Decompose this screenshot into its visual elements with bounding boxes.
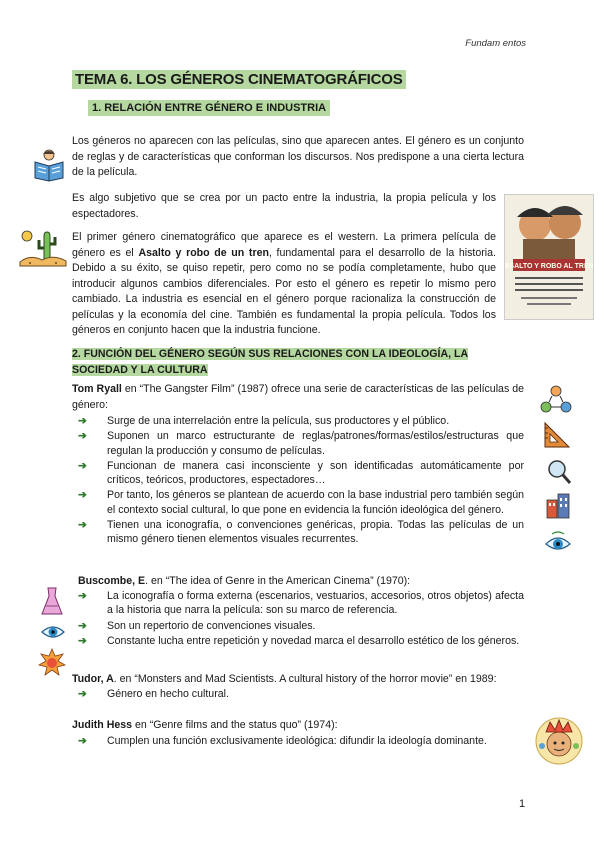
film-title-bold: Asalto y robo de un tren [138,246,269,259]
arrow-icon: ➔ [78,430,87,443]
desert-cactus-icon [18,228,68,273]
list-item: ➔ Tienen una iconografía, o convenciones genéricas, propia. Todas las películas de un mismo género tienen elementos visuales recurrentes. [78,519,524,546]
poster-title: ASALTO Y ROBO AL TREN [505,263,593,270]
dress-costume-icon [40,586,64,621]
arrow-icon: ➔ [78,735,87,747]
western-text-a: El primer género cinematográfico que aparece es el western. La primera película de género es el [72,231,496,259]
arrow-icon: ➔ [78,634,87,647]
author-tudor: Tudor, A [72,673,114,685]
mind-burst-icon [38,648,66,681]
list-item: ➔ Constante lucha entre repetición y novedad marca el desarrollo estético de los géneros. [78,634,520,647]
western-text-b: , fundamental para el desarrollo de la historia. Debido a su éxito, se quiso repetir, pero como no se podía completamente, hubo que introducir algunos cambios diferenciales. Por esto el género es repetir lo mismo pero cambiado. La industria es esencial en el género porque racionaliza la construcción de películas y la economía del cine. También es fundamental la propia película. Todos los géneros en conjunto hacen que la industria funcione. [72,246,496,336]
page-number: 1 [519,798,526,810]
arrow-icon: ➔ [78,688,87,700]
ruler-triangle-icon [542,420,572,455]
paragraph-subjective-pact: Es algo subjetivo que se crea por un pacto entre la industria, la propia película y los espectadores. [72,192,496,220]
section-1-heading: 1. RELACIÓN ENTRE GÉNERO E INDUSTRIA [88,100,330,116]
factory-building-icon [544,490,572,525]
eye-icon [40,620,66,647]
buscombe-text: . en “The idea of Genre in the American Cinema” (1970): [145,575,411,587]
list-item: ➔ Género en hecho cultural. [78,688,229,700]
paragraph-genres-definition: Los géneros no aparecen con las películas, sino que aparecen antes. El género es un conjunto de reglas y de características que conforman los discursos. Nos predispone a una cierta lectura de la película. [72,135,524,178]
tudor-list [78,687,524,702]
ryall-text: en “The Gangster Film” (1987) ofrece una serie de características de las películas de género: [72,383,525,411]
author-hess: Judith Hess [72,719,133,731]
arrow-icon: ➔ [78,619,87,632]
page-title: TEMA 6. LOS GÉNEROS CINEMATOGRÁFICOS [72,70,406,89]
arrow-icon: ➔ [78,489,87,502]
buscombe-intro [78,574,524,590]
ryall-intro [72,382,524,413]
list-item: ➔ Por tanto, los géneros se plantean de acuerdo con la base industrial pero también según el contexto social cultural, lo que pone en evidencia la función ideológica del género. [78,489,524,516]
tudor-text: . en “Monsters and Mad Scientists. A cultural history of the horror movie” en 1989: [113,673,497,685]
buscombe-list [78,589,524,649]
list-item: ➔ Funcionan de manera casi inconsciente y son identificadas automáticamente por críticos, teóricos, productores, espectadores… [78,459,524,487]
arrow-icon: ➔ [78,415,87,427]
eye-icon [544,530,572,559]
arrow-icon: ➔ [78,459,87,472]
hess-list [78,734,524,749]
magnifier-icon [546,458,572,491]
section-2-heading: 2. FUNCIÓN DEL GÉNERO SEGÚN SUS RELACIONES CON LA IDEOLOGÍA, LA SOCIEDAD Y LA CULTURA [72,348,469,376]
list-item: ➔ Son un repertorio de convenciones visuales. [78,619,316,632]
paragraph-first-western [72,230,496,339]
ideology-head-icon [534,716,584,771]
list-item: ➔ La iconografía o forma externa (escenarios, vestuarios, accesorios, otros objetos) afecta a la historia que narra la película: son su marco de referencia. [78,590,524,617]
hess-text: en “Genre films and the status quo” (1974): [132,719,338,731]
running-header: Fundam entos [465,38,526,49]
list-item: ➔ Surge de una interrelación entre la película, sus productores y el público. [78,415,450,427]
author-buscombe: Buscombe, E [78,575,146,587]
tudor-intro [72,672,524,688]
author-ryall: Tom Ryall [72,383,122,395]
hess-intro [72,718,524,734]
reading-book-icon [32,148,66,187]
list-item: ➔ Cumplen una función exclusivamente ideológica: difundir la ideología dominante. [78,735,487,747]
people-network-icon [540,384,572,419]
movie-poster-image [504,194,594,320]
arrow-icon: ➔ [78,519,87,532]
ryall-list [78,414,524,548]
list-item: ➔ Suponen un marco estructurante de reglas/patrones/formas/estilos/estructuras que regulan la producción y consumo de películas. [78,430,524,457]
arrow-icon: ➔ [78,590,87,602]
